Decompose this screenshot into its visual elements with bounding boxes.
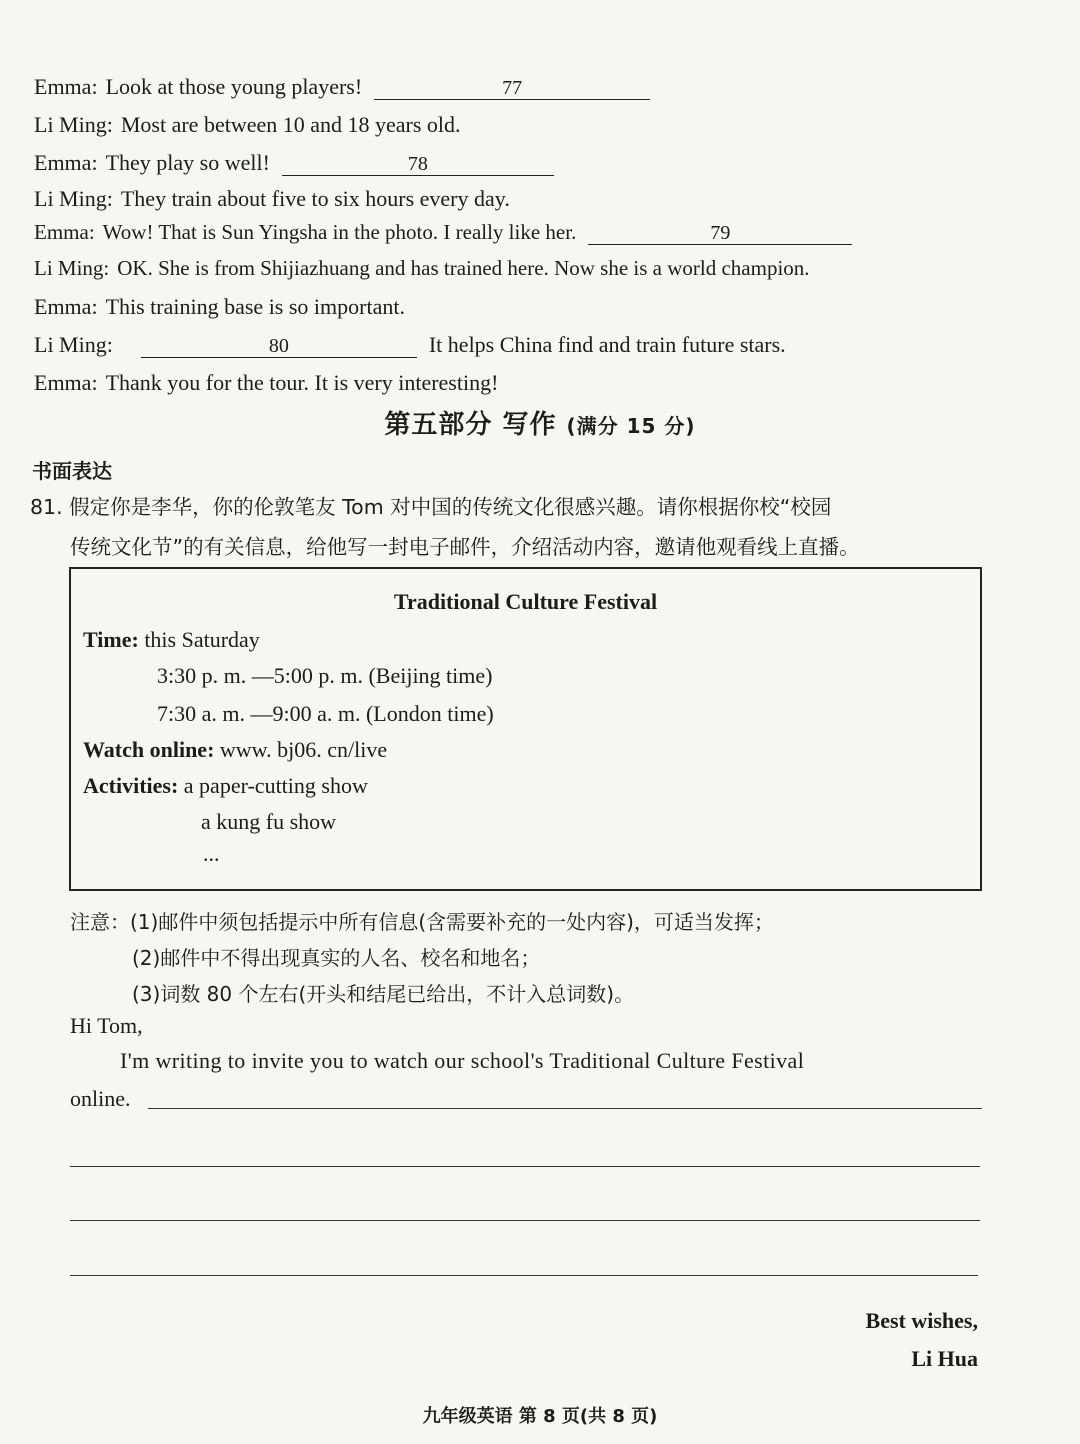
speaker-li-ming: Li Ming <box>34 332 107 357</box>
dialogue-line-5: Emma : Wow! That is Sun Yingsha in the photo. I really like her. 79 <box>34 220 864 245</box>
activities-label: Activities <box>83 773 171 798</box>
time-value: this Saturday <box>144 627 260 652</box>
speaker-emma: Emma <box>34 294 92 319</box>
time-row: Time: this Saturday <box>83 627 260 652</box>
activity-ellipsis: ... <box>203 841 220 866</box>
letter-signature: Li Hua <box>911 1346 978 1371</box>
watch-label: Watch online <box>83 737 208 762</box>
dialogue-line-8: Li Ming : 80 It helps China find and train future stars. <box>34 332 786 357</box>
beijing-time: 3:30 p. m. —5:00 p. m. (Beijing time) <box>157 663 493 688</box>
answer-blank-80[interactable]: 80 <box>141 335 417 358</box>
london-time: 7:30 a. m. —9:00 a. m. (London time) <box>157 701 494 726</box>
task-line-1: 81. 假定你是李华，你的伦敦笔友 Tom 对中国的传统文化很感兴趣。请你根据你校“校园 <box>30 495 832 519</box>
note-line-1: 注意：(1)邮件中须包括提示中所有信息(含需要补充的一处内容)，可适当发挥； <box>70 910 774 934</box>
task-line-2: 传统文化节”的有关信息，给他写一封电子邮件，介绍活动内容，邀请他观看线上直播。 <box>70 535 860 559</box>
speaker-emma: Emma <box>34 74 92 99</box>
answer-blank-79[interactable]: 79 <box>588 222 852 245</box>
writing-line-2[interactable] <box>70 1166 980 1167</box>
section-score: (满分 15 分) <box>566 414 696 438</box>
dialogue-text: This training base is so important. <box>105 294 405 319</box>
answer-blank-78[interactable]: 78 <box>282 153 554 176</box>
dialogue-line-1: Emma : Look at those young players! 77 <box>34 74 662 100</box>
note-line-2: (2)邮件中不得出现真实的人名、校名和地名； <box>132 946 541 970</box>
writing-line-3[interactable] <box>70 1220 980 1221</box>
dialogue-text: Look at those young players! <box>105 74 363 99</box>
dialogue-line-2: Li Ming : Most are between 10 and 18 years old. <box>34 112 461 137</box>
letter-opening: I'm writing to invite you to watch our school's Traditional Culture Festival <box>120 1048 805 1073</box>
speaker-li-ming: Li Ming <box>34 112 107 137</box>
dialogue-line-4: Li Ming : They train about five to six hours every day. <box>34 186 510 211</box>
dialogue-line-9: Emma : Thank you for the tour. It is very interesting! <box>34 370 499 395</box>
dialogue-text: OK. She is from Shijiazhuang and has trained here. Now she is a world champion. <box>117 256 810 280</box>
dialogue-line-6: Li Ming : OK. She is from Shijiazhuang and has trained here. Now she is a world champion. <box>34 256 810 280</box>
letter-greeting: Hi Tom, <box>70 1013 143 1038</box>
letter-opening-cont: online. <box>70 1086 131 1111</box>
speaker-li-ming: Li Ming <box>34 256 104 280</box>
time-label: Time <box>83 627 132 652</box>
activity-2: a kung fu show <box>201 809 337 834</box>
writing-line-4[interactable] <box>70 1275 978 1276</box>
writing-line-1[interactable] <box>148 1108 982 1109</box>
dialogue-text: They play so well! <box>105 150 270 175</box>
dialogue-line-7: Emma : This training base is so important. <box>34 294 405 319</box>
page-footer: 九年级英语 第 8 页(共 8 页) <box>422 1406 658 1427</box>
dialogue-text: Wow! That is Sun Yingsha in the photo. I really like her. <box>102 220 577 244</box>
speaker-li-ming: Li Ming <box>34 186 107 211</box>
section-title <box>0 404 1080 441</box>
dialogue-text: They train about five to six hours every day. <box>120 186 510 211</box>
dialogue-text: Thank you for the tour. It is very interesting! <box>105 370 499 395</box>
section-title-text: 第五部分 写作 <box>384 410 557 440</box>
activity-1: a paper-cutting show <box>183 773 368 798</box>
watch-row: Watch online: www. bj06. cn/live <box>83 737 388 762</box>
activities-row: Activities: a paper-cutting show <box>83 773 368 798</box>
dialogue-text: Most are between 10 and 18 years old. <box>120 112 461 137</box>
answer-blank-77[interactable]: 77 <box>374 77 650 100</box>
watch-url: www. bj06. cn/live <box>219 737 388 762</box>
letter-closing: Best wishes, <box>865 1308 978 1333</box>
speaker-emma: Emma <box>34 150 92 175</box>
info-box <box>69 567 982 891</box>
sub-heading: 书面表达 <box>32 459 112 483</box>
speaker-emma: Emma <box>34 370 92 395</box>
speaker-emma: Emma <box>34 220 89 244</box>
dialogue-text: It helps China find and train future stars. <box>428 332 786 357</box>
note-line-3: (3)词数 80 个左右(开头和结尾已给出，不计入总词数)。 <box>132 982 635 1006</box>
info-box-title: Traditional Culture Festival <box>393 589 658 614</box>
dialogue-line-3: Emma : They play so well! 78 <box>34 150 566 176</box>
